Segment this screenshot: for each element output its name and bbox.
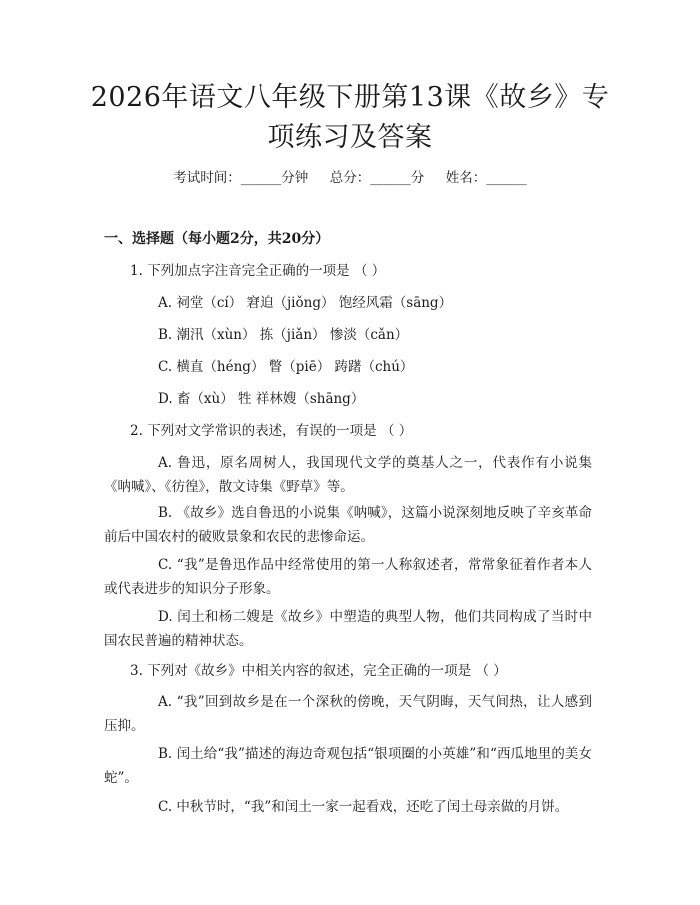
- question-2-option-a: A. 鲁迅，原名周树人，我国现代文学的奠基人之一，代表作有小说集《呐喊》、《彷徨》，散文诗集《野草》等。: [104, 455, 592, 495]
- title-line-1: 2026年语文八年级下册第13课《故乡》专: [90, 82, 610, 113]
- question-2-option-c: C. “我”是鲁迅作品中经常使用的第一人称叙述者，常常象征着作者本人或代表进步的知识分子形象。: [104, 557, 592, 597]
- question-1-stem: 1. 下列加点字注音完全正确的一项是 （ ）: [130, 263, 386, 279]
- question-2-stem: 2. 下列对文学常识的表述，有误的一项是 （ ）: [130, 423, 413, 439]
- title-line-2: 项练习及答案: [267, 122, 433, 153]
- question-3-option-a: A. “我”回到故乡是在一个深秋的傍晚，天气阴晦，天气间热，让人感到压抑。: [104, 694, 592, 734]
- question-1-option-a: A. 祠堂（cí） 窘迫（jiǒng） 饱经风霜（sāng）: [158, 295, 453, 311]
- document-title: [60, 78, 640, 158]
- exam-info: 考试时间：______分钟 总分：______分 姓名：______: [173, 170, 527, 186]
- question-1-option-d: D. 畜（xù） 牲 祥林嫂（shāng）: [158, 391, 365, 407]
- question-1-option-c: C. 横直（héng） 瞥（piē） 踌躇（chú）: [158, 359, 414, 375]
- question-3-stem: 3. 下列对《故乡》中相关内容的叙述，完全正确的一项是 （ ）: [130, 663, 507, 679]
- question-2-option-d: D. 闰土和杨二嫂是《故乡》中塑造的典型人物，他们共同构成了当时中国农民普遍的精神状态。: [104, 609, 592, 649]
- section-heading: 一、选择题（每小题2分，共20分）: [104, 231, 330, 247]
- question-1-option-b: B. 潮汛（xùn） 拣（jiǎn） 惨淡（cǎn）: [158, 327, 409, 343]
- question-2-option-b: B. 《故乡》选自鲁迅的小说集《呐喊》，这篇小说深刻地反映了辛亥革命前后中国农村的破败景象和农民的悲惨命运。: [104, 505, 592, 545]
- question-3-option-b: B. 闰土给“我”描述的海边奇观包括“银项圈的小英雄”和“西瓜地里的美女蛇”。: [104, 746, 592, 786]
- question-3-option-c: C. 中秋节时，“我”和闰土一家一起看戏，还吃了闰土母亲做的月饼。: [158, 799, 569, 815]
